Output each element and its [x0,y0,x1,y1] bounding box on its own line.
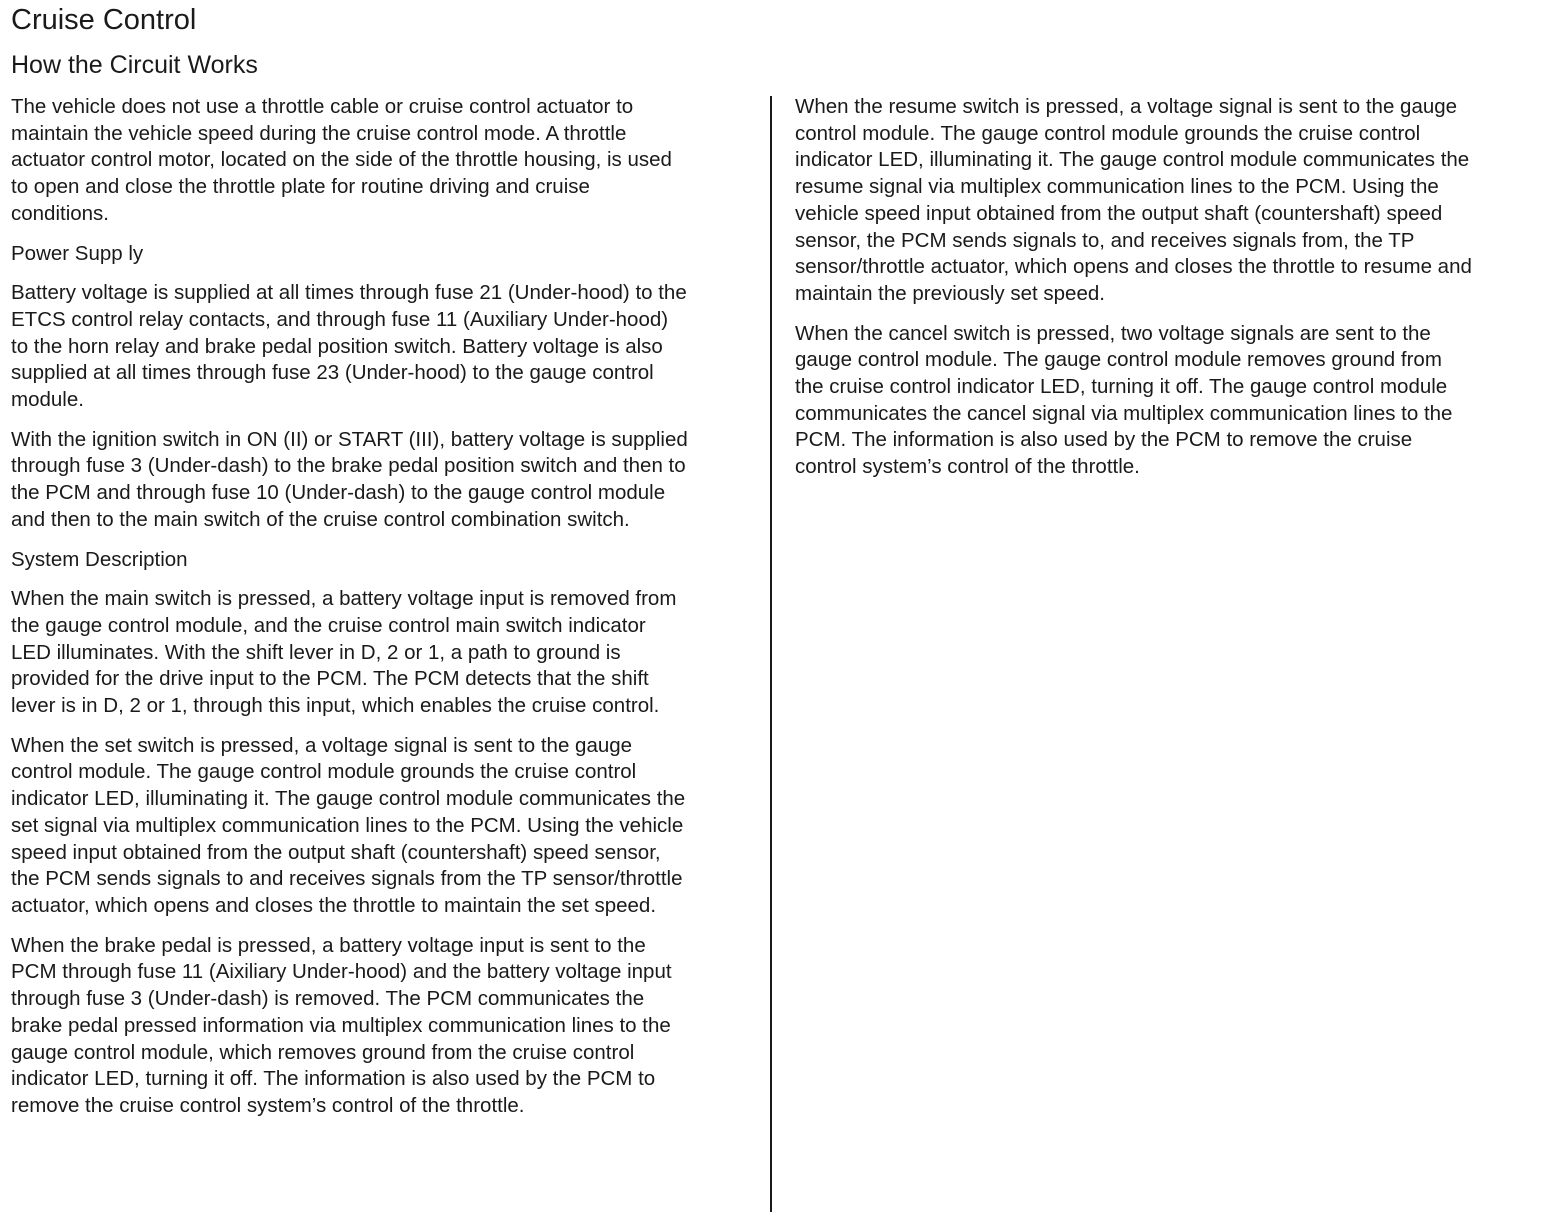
text-line: supplied at all times through fuse 23 (Under-hood) to the gauge control [11,361,654,385]
text-line: vehicle speed input obtained from the output shaft (countershaft) speed [795,201,1443,225]
text-line: set signal via multiplex communication lines to the PCM. Using the vehicle [11,813,684,837]
section-title: How the Circuit Works [11,51,258,79]
text-line: actuator control motor, located on the side of the throttle housing, is used [11,148,672,172]
paragraph [11,586,751,720]
text-line: gauge control module, which removes ground from the cruise control [11,1040,635,1064]
text-line: When the brake pedal is pressed, a battery voltage input is sent to the [11,933,646,957]
text-line: communicates the cancel signal via multiplex communication lines to the [795,401,1453,425]
subsection-heading [11,547,751,574]
text-line: the cruise control indicator LED, turning it off. The gauge control module [795,375,1448,399]
text-line: and then to the main switch of the cruise control combination switch. [11,507,630,531]
text-line: maintain the vehicle speed during the cruise control mode. A throttle [11,121,627,145]
text-line: to the horn relay and brake pedal position switch. Battery voltage is also [11,334,663,358]
text-line: ETCS control relay contacts, and through fuse 11 (Auxiliary Under-hood) [11,307,669,331]
text-line: Power Supp ly [11,241,144,265]
text-line: control system’s control of the throttle. [795,455,1140,479]
paragraph [11,427,751,534]
text-line: When the cancel switch is pressed, two voltage signals are sent to the [795,321,1431,345]
text-line: When the set switch is pressed, a voltage signal is sent to the gauge [11,733,633,757]
text-line: provided for the drive input to the PCM. The PCM detects that the shift [11,667,649,691]
text-line: through fuse 3 (Under-dash) is removed. The PCM communicates the [11,987,645,1011]
text-line: indicator LED, illuminating it. The gauge control module communicates the [11,787,686,811]
text-line: control module. The gauge control module grounds the cruise control [795,121,1421,145]
text-line: gauge control module. The gauge control module removes ground from [795,348,1442,372]
text-line: control module. The gauge control module grounds the cruise control [11,760,637,784]
text-line: remove the cruise control system’s control of the throttle. [11,1093,525,1117]
text-line: speed input obtained from the output shaft (countershaft) speed sensor, [11,840,661,864]
text-line: LED illuminates. With the shift lever in D, 2 or 1, a path to ground is [11,640,621,664]
text-line: brake pedal pressed information via multiplex communication lines to the [11,1013,671,1037]
text-line: PCM. The information is also used by the PCM to remove the cruise [795,428,1413,452]
text-line: conditions. [11,201,110,225]
text-line: through fuse 3 (Under-dash) to the brake pedal position switch and then to [11,454,686,478]
text-line: System Description [11,547,188,571]
text-line: actuator, which opens and closes the throttle to maintain the set speed. [11,893,657,917]
text-line: indicator LED, illuminating it. The gauge control module communicates the [795,148,1470,172]
text-line: When the resume switch is pressed, a voltage signal is sent to the gauge [795,95,1458,118]
text-line: When the main switch is pressed, a battery voltage input is removed from [11,587,677,611]
page-title: Cruise Control [11,4,197,36]
left-column [11,94,751,1133]
text-line: PCM through fuse 11 (Aixiliary Under-hood) and the battery voltage input [11,960,672,984]
text-line: the gauge control module, and the cruise control main switch indicator [11,613,646,637]
paragraph [11,94,751,228]
right-column [795,94,1535,494]
paragraph [11,280,751,414]
subsection-heading [11,241,751,268]
column-divider [770,96,772,1212]
text-line: the PCM sends signals to and receives signals from the TP sensor/throttle [11,867,683,891]
text-line: indicator LED, turning it off. The information is also used by the PCM to [11,1067,656,1091]
text-line: resume signal via multiplex communication lines to the PCM. Using the [795,175,1439,199]
text-line: sensor, the PCM sends signals to, and receives signals from, the TP [795,228,1415,252]
text-line: With the ignition switch in ON (II) or START (III), battery voltage is supplied [11,427,688,451]
paragraph [11,933,751,1120]
text-line: maintain the previously set speed. [795,281,1105,305]
text-line: module. [11,388,84,412]
paragraph [795,321,1535,481]
text-line: The vehicle does not use a throttle cable or cruise control actuator to [11,95,634,118]
text-line: sensor/throttle actuator, which opens and closes the throttle to resume and [795,255,1472,279]
paragraph [11,733,751,920]
paragraph [795,94,1535,308]
text-line: lever is in D, 2 or 1, through this input, which enables the cruise control. [11,694,660,718]
text-line: Battery voltage is supplied at all times through fuse 21 (Under-hood) to the [11,281,687,305]
text-line: the PCM and through fuse 10 (Under-dash) to the gauge control module [11,481,666,505]
text-line: to open and close the throttle plate for routine driving and cruise [11,175,590,199]
